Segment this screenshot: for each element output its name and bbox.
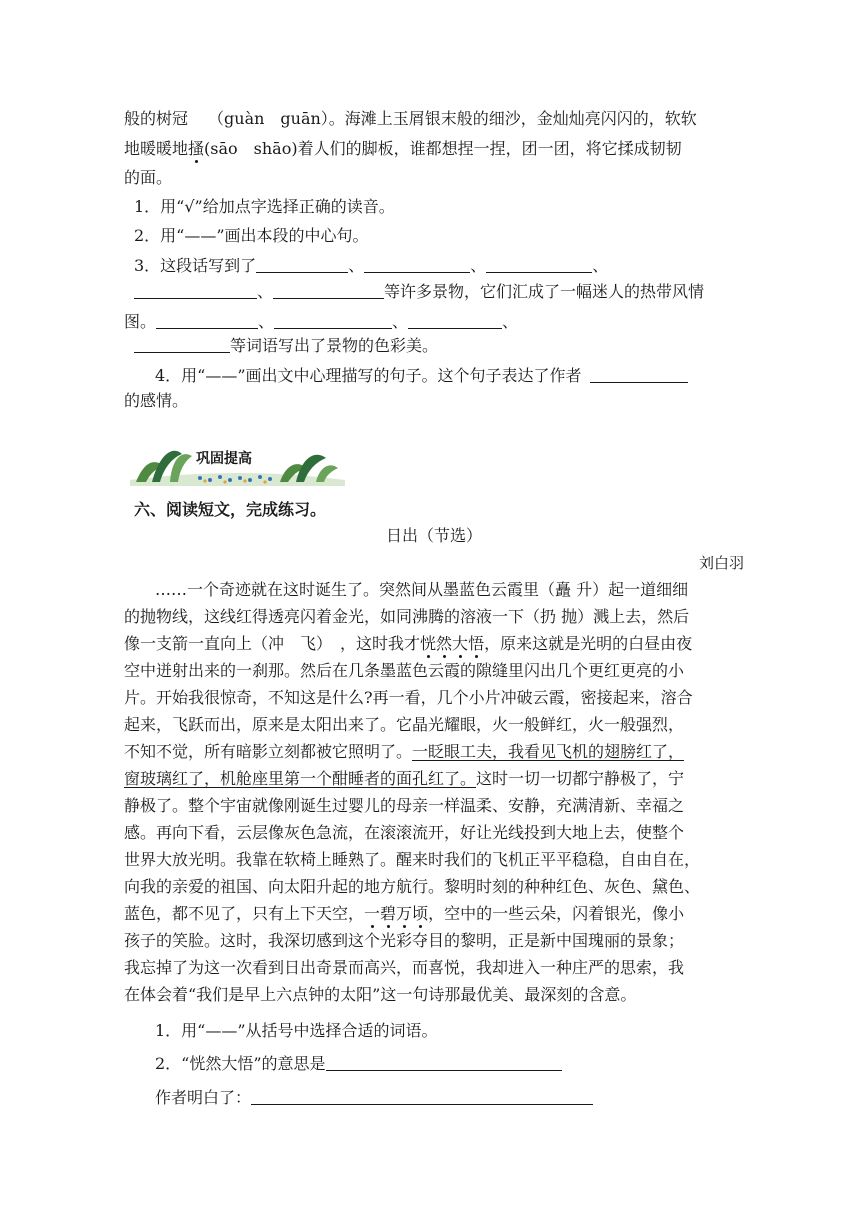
answer-blank[interactable] (590, 368, 688, 383)
article-line: ……一个奇迹就在这时诞生了。突然间从墨蓝色云霞里（矗 升）起一道细细 (155, 580, 689, 599)
question-4-line-1: 4．用“——”画出文中心理描写的句子。这个句子表达了作者 (155, 366, 775, 386)
question-3-line-1: 3．这段话写到了 、 、 、 (134, 256, 609, 275)
answer-blank[interactable] (256, 258, 348, 273)
reading-question-2: 2．“恍然大悟”的意思是 (155, 1054, 775, 1074)
answer-blank[interactable] (326, 1056, 562, 1071)
answer-blank[interactable] (274, 314, 392, 329)
reading-question-1: 1．用“——”从括号中选择合适的词语。 (155, 1021, 438, 1040)
underlined-sentence: 窗玻璃红了，机舱座里第一个酣睡者的面孔红了。 (124, 769, 477, 788)
passage-text: 地暖暖地 (124, 139, 189, 158)
dotted-character: 一 (364, 904, 381, 923)
answer-blank[interactable] (134, 338, 230, 353)
question-3-line-3: 图。 、 、 、 (124, 312, 519, 331)
consolidation-banner (130, 436, 345, 486)
article-line: 感。再向下看，云层像灰色急流，在滚滚流开，好让光线投到大地上去，使整个 (124, 823, 685, 842)
question-1: 1．用“√”给加点字选择正确的读音。 (134, 197, 395, 216)
article-title: 日出（节选） (385, 526, 482, 545)
passage-text: 般的树冠 (124, 109, 189, 128)
question-3-line-4: 等词语写出了景物的色彩美。 (134, 336, 754, 356)
answer-blank[interactable] (486, 258, 592, 273)
article-line: 我忘掉了为这一次看到日出奇景而高兴，而喜悦，我却进入一种庄严的思索，我 (124, 958, 685, 977)
passage-line-3: 的面。 (124, 168, 173, 187)
article-line: 像一支箭一直向上（冲 飞） ，这时我才恍然大悟，原来这就是光明的白昼由夜 (124, 634, 693, 653)
pinyin-choice-text: (sāo shāo)着人们的脚板，谁都想捏一捏，团一团，将它揉成韧韧 (204, 139, 682, 158)
answer-blank[interactable] (251, 1090, 593, 1105)
article-line: 静极了。整个宇宙就像刚诞生过婴儿的母亲一样温柔、安静，充满清新、幸福之 (124, 796, 685, 815)
underlined-sentence: 一眨眼工夫，我看见飞机的翅膀红了， (412, 742, 685, 761)
article-line: 蓝色，都不见了，只有上下天空，一碧万顷，空中的一些云朵，闪着银光，像小 (124, 904, 685, 923)
article-line: 不知不觉，所有暗影立刻都被它照明了。一眨眼工夫，我看见飞机的翅膀红了， (124, 742, 685, 761)
article-line: 世界大放光明。我靠在软椅上睡熟了。醒来时我们的飞机正平平稳稳，自由自在， (124, 850, 701, 869)
article-line: 片。开始我很惊奇，不知这是什么?再一看，几个小片冲破云霞，密接起来，溶合 (124, 688, 693, 707)
article-line: 起来，飞跃而出，原来是太阳出来了。它晶光耀眼，火一般鲜红，火一般强烈， (124, 715, 685, 734)
answer-blank[interactable] (156, 314, 258, 329)
article-author: 刘白羽 (698, 554, 744, 572)
article-line: 空中迸射出来的一刹那。然后在几条墨蓝色云霞的隙缝里闪出几个更红更亮的小 (124, 661, 685, 680)
dotted-character: 悟 (468, 634, 485, 653)
answer-blank[interactable] (134, 284, 257, 299)
dotted-character: 万 (396, 904, 413, 923)
passage-line-1 (124, 109, 744, 129)
article-line: 窗玻璃红了，机舱座里第一个酣睡者的面孔红了。这时一切一切都宁静极了，宁 (124, 769, 685, 788)
article-line: 的抛物线，这线红得透亮闪着金光，如同沸腾的溶液一下（扔 抛）溅上去，然后 (124, 607, 690, 626)
passage-line-2 (124, 139, 744, 159)
question-4-line-2: 的感情。 (124, 391, 189, 410)
dotted-character: 碧 (380, 904, 397, 923)
dotted-character: 然 (436, 634, 453, 653)
dotted-character: 顷 (412, 904, 429, 923)
dotted-character: 大 (452, 634, 469, 653)
article-line: 向我的亲爱的祖国、向太阳升起的地方航行。黎明时刻的种种红色、灰色、黛色、 (124, 877, 701, 896)
reading-question-2b: 作者明白了： (155, 1088, 775, 1108)
dotted-character: 搔 (188, 139, 205, 158)
article-line: 孩子的笑脸。这时，我深切感到这个光彩夺目的黎明，正是新中国瑰丽的景象； (124, 931, 685, 950)
question-3-line-2: 、 等许多景物，它们汇成了一幅迷人的热带风情 (134, 282, 754, 302)
dotted-character: 恍 (420, 634, 437, 653)
section-heading: 六、阅读短文，完成练习。 (134, 500, 327, 519)
banner-title: 巩固提高 (196, 451, 252, 467)
answer-blank[interactable] (364, 258, 470, 273)
answer-blank[interactable] (408, 314, 502, 329)
pinyin-choice-text: （guàn guān）。海滩上玉屑银末般的细沙，金灿灿亮闪闪的，软软 (208, 109, 697, 128)
answer-blank[interactable] (273, 284, 384, 299)
article-line: 在体会着“我们是早上六点钟的太阳”这一句诗那最优美、最深刻的含意。 (124, 985, 637, 1004)
question-2: 2．用“——”画出本段的中心句。 (134, 226, 369, 245)
